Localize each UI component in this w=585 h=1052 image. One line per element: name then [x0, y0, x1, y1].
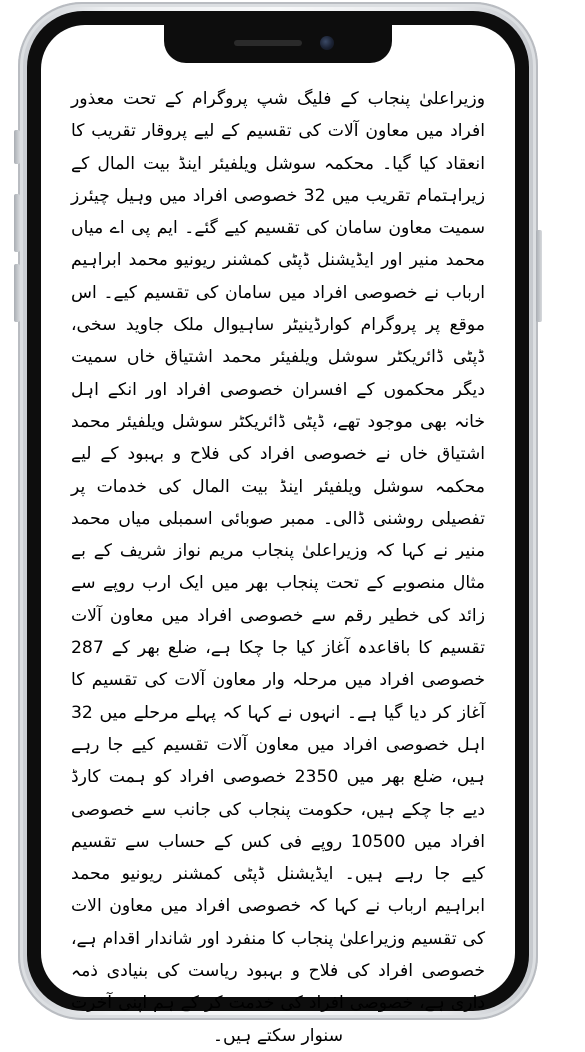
phone-bezel	[27, 11, 529, 1046]
camera-lens-icon	[320, 36, 334, 50]
speaker-grille-icon	[234, 40, 302, 46]
news-article-text: وزیراعلیٰ پنجاب کے فلیگ شپ پروگرام کے تحت معذور افراد میں معاون آلات کی تقسیم کے لیے پروقار تقریب کا انعقاد کیا گیا۔ محکمہ سوشل ویلفیئر اینڈ بیت المال کے زیراہتمام تقریب میں 32 خصوصی افراد میں وہیل چیئرز سمیت معاون سامان کی تقسیم کیے گئے۔ ایم پی اے میاں محمد منیر اور ایڈیشنل ڈپٹی کمشنر ریونیو محمد ابراہیم ارباب نے خصوصی افراد میں سامان کی تقسیم کیے۔ اس موقع پر پروگرام کوارڈینیٹر ساہیوال ملک جاوید سخی، ڈپٹی ڈائریکٹر سوشل ویلفیئر محمد اشتیاق خاں سمیت دیگر محکموں کے افسران خصوصی افراد اور انکے اہل خانہ بھی موجود تھے، ڈپٹی ڈائریکٹر سوشل ویلفیئر محمد اشتیاق خاں نے خصوصی افراد کی فلاح و بہبود کے لیے محکمہ سوشل ویلفیئر اینڈ بیت المال کی خدمات پر تفصیلی روشنی ڈالی۔ ممبر صوبائی اسمبلی میاں محمد منیر نے کہا کہ وزیراعلیٰ پنجاب مریم نواز شریف کے بے مثال منصوبے کے تحت پنجاب بھر میں ایک ارب روپے سے زائد کی خطیر رقم سے خصوصی افراد میں معاون آلات تقسیم کا باقاعدہ آغاز کیا جا چکا ہے، ضلع بھر کے 287 خصوصی افراد میں مرحلہ وار معاون آلات کی تقسیم کا آغاز کر دیا گیا ہے۔ انہوں نے کہا کہ پہلے مرحلے میں 32 اہل خصوصی افراد میں معاون آلات تقسیم کیے جا رہے ہیں، ضلع بھر میں 2350 خصوصی افراد کو ہمت کارڈ دیے جا چکے ہیں، حکومت پنجاب کی جانب سے خصوصی افراد میں 10500 روپے فی کس کے حساب سے تقسیم کیے جا رہے ہیں۔ ایڈیشنل ڈپٹی کمشنر ریونیو محمد ابراہیم ارباب نے کہا کہ خصوصی افراد میں معاون الات کی تقسیم وزیراعلیٰ پنجاب کا منفرد اور شاندار اقدام ہے، خصوصی افراد کی فلاح و بہبود ریاست کی بنیادی ذمہ داری ہے، خصوصی افراد کی خدمت کر کے ہم اپنی آخرت سنوار سکتے ہیں۔	[71, 89, 485, 1046]
phone-volume-down-button	[14, 264, 20, 322]
phone-screen	[41, 25, 515, 1046]
phone-notch	[164, 25, 392, 63]
phone-frame	[18, 2, 538, 1046]
phone-silent-switch	[14, 130, 20, 164]
phone-power-button	[536, 230, 542, 322]
phone-volume-up-button	[14, 194, 20, 252]
